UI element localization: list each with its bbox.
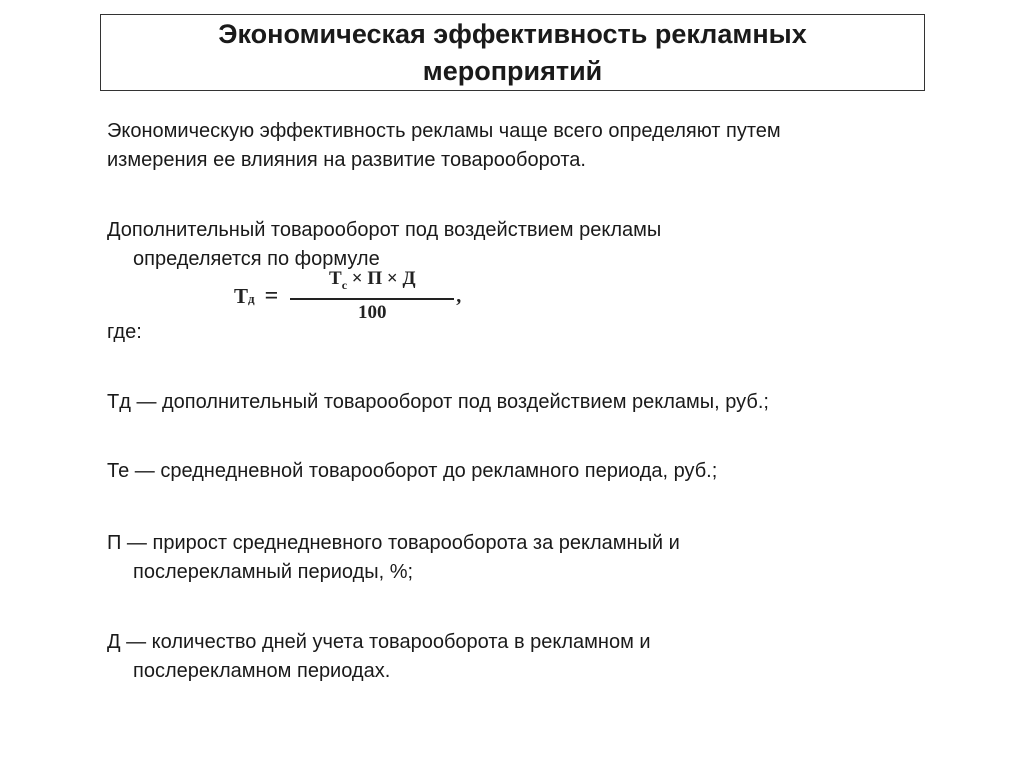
definition-p-line-2: послерекламный периоды, %; [133, 561, 414, 583]
formula-numerator [323, 268, 422, 298]
formula-numerator-rest: × П × Д [347, 268, 416, 290]
slide-title-line-2: мероприятий [422, 55, 603, 86]
formula-lhs [234, 284, 255, 309]
where-label: где: [107, 321, 142, 343]
formula-intro-paragraph [107, 216, 661, 274]
definition-te [107, 457, 717, 486]
formula-fraction [290, 268, 454, 324]
formula-numerator-t: Т [329, 268, 342, 290]
formula [234, 268, 462, 323]
formula-intro-line-2: определяется по формуле [133, 248, 380, 270]
slide-title-box [100, 14, 925, 91]
definition-d-line-1: Д — количество дней учета товарооборота в рекламном и [107, 631, 651, 653]
formula-numerator-t-subscript: с [341, 277, 348, 292]
definition-te-text: Те — среднедневной товарооборот до рекламного периода, руб.; [107, 460, 718, 482]
definition-p [107, 529, 680, 587]
slide-title-line-1: Экономическая эффективность рекламных [218, 18, 807, 49]
where-paragraph [107, 318, 142, 347]
formula-lhs-symbol: Т [234, 283, 249, 308]
intro-paragraph [107, 117, 781, 175]
definition-td-text: Тд — дополнительный товарооборот под воздействием рекламы, руб.; [107, 391, 769, 413]
definition-d-line-2: послерекламном периодах. [133, 660, 391, 682]
definition-td [107, 388, 769, 417]
intro-line-1: Экономическую эффективность рекламы чаще всего определяют путем [107, 120, 781, 142]
definition-p-line-1: П — прирост среднедневного товарооборота за рекламный и [107, 532, 680, 554]
formula-trailing-comma: , [456, 284, 462, 307]
formula-equals-sign: = [264, 282, 279, 309]
formula-lhs-subscript: д [248, 290, 255, 306]
formula-intro-line-1: Дополнительный товарооборот под воздействием рекламы [107, 219, 662, 241]
formula-denominator: 100 [358, 301, 387, 323]
intro-line-2: измерения ее влияния на развитие товарооборота. [107, 149, 586, 171]
definition-d [107, 628, 651, 686]
